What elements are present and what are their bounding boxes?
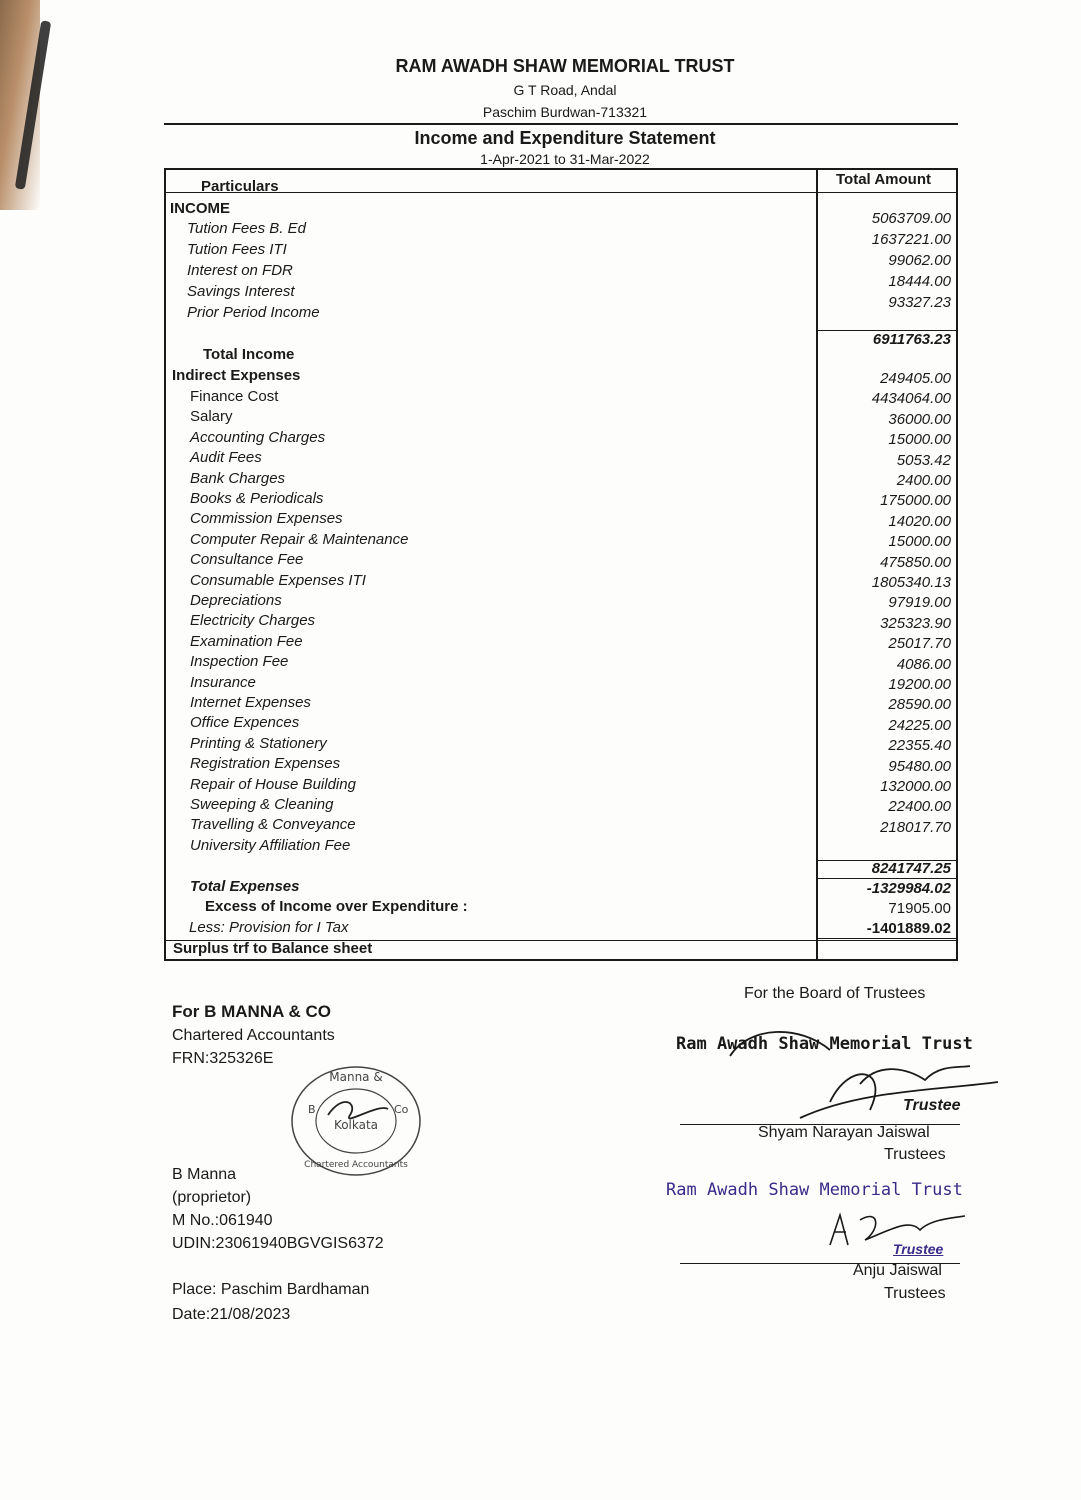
total-expenses-label: Total Expenses <box>190 878 300 895</box>
line-item-label: Salary <box>190 408 233 426</box>
line-item-amount: 4086.00 <box>896 655 951 673</box>
seal-right-text: Co <box>394 1103 409 1116</box>
line-item-amount: 18444.00 <box>888 273 951 290</box>
line-item-label: Audit Fees <box>190 449 262 467</box>
trust-stamp-2: Ram Awadh Shaw Memorial Trust <box>666 1180 963 1200</box>
line-item-amount: 22400.00 <box>888 798 951 816</box>
line-item-label: Finance Cost <box>190 388 279 405</box>
board-heading: For the Board of Trustees <box>744 985 926 1002</box>
line-item-amount: 95480.00 <box>888 757 951 775</box>
seal-bottom-text: Chartered Accountants <box>304 1160 408 1170</box>
line-item-label: Consultance Fee <box>190 551 304 569</box>
line-item-label: Bank Charges <box>190 469 286 487</box>
auditor-title: Chartered Accountants <box>172 1027 335 1044</box>
line-item-label: Registration Expenses <box>190 755 341 773</box>
line-item-label: Examination Fee <box>190 632 303 650</box>
line-item-amount: 175000.00 <box>880 492 951 510</box>
expenses-heading: Indirect Expenses <box>172 367 301 384</box>
line-item-label: University Affiliation Fee <box>190 836 351 854</box>
total-income-label: Total Income <box>203 346 295 363</box>
address-line-2: Paschim Burdwan-713321 <box>482 104 648 120</box>
signer-1-role: Trustees <box>884 1146 946 1163</box>
surplus-amount: -1401889.02 <box>866 920 951 937</box>
tax-provision-label: Less: Provision for I Tax <box>189 919 349 936</box>
line-item-amount: 15000.00 <box>888 431 951 449</box>
income-heading: INCOME <box>170 200 230 217</box>
signer-2-name: Anju Jaiswal <box>853 1262 942 1279</box>
header-rule-line <box>166 192 956 193</box>
excess-amount: -1329984.02 <box>866 880 951 897</box>
line-item-label: Savings Interest <box>187 283 295 300</box>
line-item-label: Internet Expenses <box>190 694 311 711</box>
line-item-label: Insurance <box>190 673 256 691</box>
trustee-label-1: Trustee <box>903 1097 961 1114</box>
line-item-amount: 36000.00 <box>888 410 951 428</box>
line-item-amount: 93327.23 <box>888 294 951 311</box>
line-item-amount: 28590.00 <box>888 696 951 714</box>
statement-table <box>164 168 958 961</box>
signer-1-name: Shyam Narayan Jaiswal <box>758 1124 930 1141</box>
surplus-label: Surplus trf to Balance sheet <box>173 940 373 957</box>
line-item-amount: 1637221.00 <box>871 231 951 248</box>
line-item-label: Tution Fees B. Ed <box>187 220 306 237</box>
signer-2-role: Trustees <box>884 1285 946 1302</box>
col-particulars: Particulars <box>201 178 279 195</box>
line-item-label: Sweeping & Cleaning <box>190 796 334 813</box>
auditor-role: (proprietor) <box>172 1189 252 1206</box>
line-item-label: Tution Fees ITI <box>187 241 287 258</box>
place: Place: Paschim Bardhaman <box>172 1281 370 1298</box>
statement-period: 1-Apr-2021 to 31-Mar-2022 <box>480 151 650 167</box>
date: Date:21/08/2023 <box>172 1306 291 1323</box>
line-item-label: Printing & Stationery <box>190 734 327 752</box>
tax-provision-amount: 71905.00 <box>888 900 951 917</box>
auditor-firm: For B MANNA & CO <box>172 1002 331 1021</box>
line-item-label: Computer Repair & Maintenance <box>190 530 409 548</box>
header-rule <box>164 123 958 125</box>
seal-left-text: B <box>308 1103 316 1116</box>
line-item-label: Office Expences <box>190 714 300 732</box>
line-item-label: Travelling & Conveyance <box>190 816 356 834</box>
auditor-udin: UDIN:23061940BGVGIS6372 <box>172 1235 384 1252</box>
line-item-amount: 2400.00 <box>896 472 951 489</box>
line-item-label: Electricity Charges <box>190 612 316 630</box>
line-item-amount: 218017.70 <box>880 818 951 836</box>
line-item-label: Depreciations <box>190 592 282 609</box>
total-expenses-amount: 8241747.25 <box>871 860 951 877</box>
line-item-label: Accounting Charges <box>190 428 326 446</box>
column-divider <box>816 170 818 959</box>
line-item-label: Repair of House Building <box>190 775 356 793</box>
org-name: RAM AWADH SHAW MEMORIAL TRUST <box>395 56 735 76</box>
line-item-amount: 19200.00 <box>888 676 951 693</box>
line-item-amount: 24225.00 <box>888 716 951 734</box>
total-income-amount: 6911763.23 <box>872 331 951 348</box>
trust-stamp-1: Ram Awadh Shaw Memorial Trust <box>676 1034 973 1054</box>
auditor-membership: M No.:061940 <box>172 1212 273 1229</box>
line-item-amount: 14020.00 <box>888 512 951 530</box>
line-item-label: Prior Period Income <box>187 304 320 321</box>
auditor-frn: FRN:325326E <box>172 1050 274 1067</box>
subtotal-line-surplus <box>816 938 956 939</box>
line-item-label: Interest on FDR <box>187 262 293 279</box>
line-item-amount: 4434064.00 <box>871 390 951 408</box>
statement-title: Income and Expenditure Statement <box>414 128 716 148</box>
line-item-amount: 15000.00 <box>888 533 951 551</box>
line-item-amount: 99062.00 <box>888 252 951 269</box>
line-item-amount: 25017.70 <box>888 635 951 653</box>
line-item-label: Inspection Fee <box>190 653 289 671</box>
subtotal-line-excess <box>816 878 956 879</box>
line-item-label: Consumable Expenses ITI <box>190 571 366 589</box>
line-item-amount: 5063709.00 <box>871 210 951 227</box>
line-item-amount: 475850.00 <box>880 553 951 571</box>
seal-top-text: Manna & <box>329 1070 383 1084</box>
col-total-amount: Total Amount <box>836 171 931 188</box>
line-item-amount: 22355.40 <box>888 737 951 755</box>
line-item-amount: 1805340.13 <box>871 574 951 591</box>
excess-label: Excess of Income over Expenditure : <box>205 898 468 915</box>
line-item-amount: 5053.42 <box>896 451 951 469</box>
line-item-label: Books & Periodicals <box>190 490 324 507</box>
trustee-label-2: Trustee <box>893 1241 944 1257</box>
line-item-amount: 132000.00 <box>880 778 951 795</box>
line-item-amount: 97919.00 <box>888 594 951 612</box>
address-line-1: G T Road, Andal <box>513 82 617 98</box>
auditor-seal <box>288 1063 424 1179</box>
seal-city-text: Kolkata <box>333 1118 379 1132</box>
line-item-label: Commission Expenses <box>190 510 343 528</box>
line-item-amount: 249405.00 <box>880 370 951 387</box>
line-item-amount: 325323.90 <box>880 614 951 632</box>
auditor-name: B Manna <box>172 1166 237 1183</box>
